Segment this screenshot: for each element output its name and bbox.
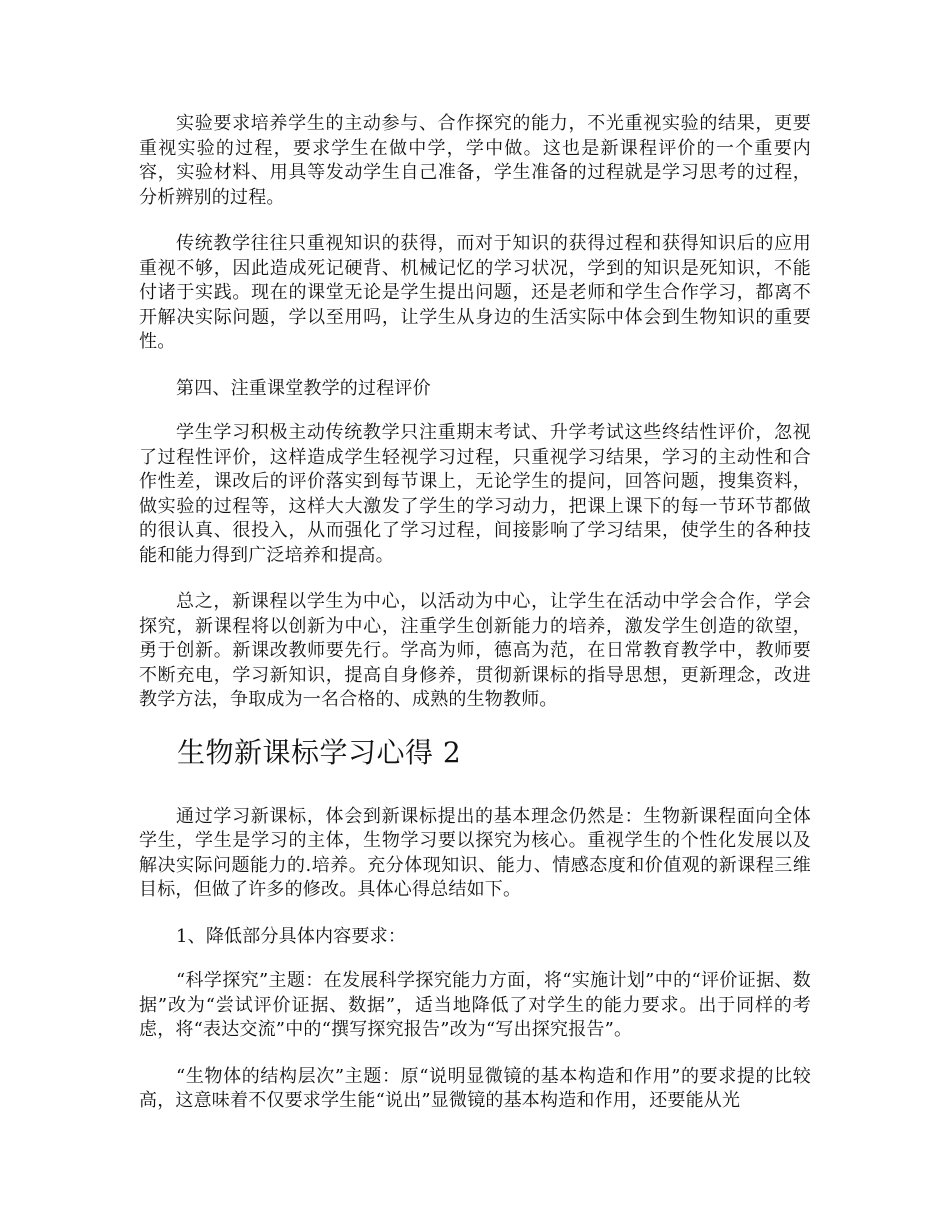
paragraph-traditional-teaching: 传统教学往往只重视知识的获得，而对于知识的获得过程和获得知识后的应用重视不够，因此造成死记硬背、机械记忆的学习状况，学到的知识是死知识，不能付诸于实践。现在的课堂无论是学生提出问题，还是老师和学生合作学习，都离不开解决实际问题，学以至用吗，让学生从身边的生活实际中体会到生物知识的重要性。 (139, 233, 811, 352)
paragraph-conclusion: 总之，新课程以学生为中心，以活动为中心，让学生在活动中学会合作，学会探究，新课程将以创新为中心，注重学生创新能力的培养，激发学生创造的欲望，勇于创新。新课改教师要先行。学高为师，德高为范，在日常教育教学中，教师要不断充电，学习新知识，提高自身修养，贯彻新课标的指导思想，更新理念，改进教学方法，争取成为一名合格的、成熟的生物教师。 (139, 591, 811, 710)
paragraph-experiment-requirements: 实验要求培养学生的主动参与、合作探究的能力，不光重视实验的结果，更要重视实验的过程，要求学生在做中学，学中做。这也是新课程评价的一个重要内容，实验材料、用具等发动学生自己准备，学生准备的过程就是学习思考的过程，分析辨别的过程。 (139, 113, 811, 208)
paragraph-new-standards-intro: 通过学习新课标，体会到新课标提出的基本理念仍然是：生物新课程面向全体学生，学生是学习的主体，生物学习要以探究为核心。重视学生的个性化发展以及解决实际问题能力的.培养。充分体现知识、能力、情感态度和价值观的新课程三维目标，但做了许多的修改。具体心得总结如下。 (139, 805, 811, 900)
paragraph-process-evaluation: 学生学习积极主动传统教学只注重期末考试、升学考试这些终结性评价，忽视了过程性评价，这样造成学生轻视学习过程，只重视学习结果，学习的主动性和合作性差，课改后的评价落实到每节课上，无论学生的提问，回答问题，搜集资料，做实验的过程等，这样大大激发了学生的学习动力，把课上课下的每一节环节都做的很认真、很投入，从而强化了学习过程，间接影响了学习结果，使学生的各种技能和能力得到广泛培养和提高。 (139, 422, 811, 566)
section-heading-process-evaluation: 第四、注重课堂教学的过程评价 (176, 377, 431, 399)
document-heading: 生物新课标学习心得 2 (177, 735, 462, 769)
document-body (139, 112, 811, 1136)
paragraph-structure-levels: “生物体的结构层次”主题：原“说明显微镜的基本构造和作用”的要求提的比较高，这意味着不仅要求学生能“说出”显微镜的基本构造和作用，还要能从光 (139, 1065, 811, 1111)
paragraph-scientific-inquiry: “科学探究”主题：在发展科学探究能力方面，将“实施计划”中的“评价证据、数据”改为“尝试评价证据、数据”，适当地降低了对学生的能力要求。出于同样的考虑，将“表达交流”中的“撰写探究报告”改为“写出探究报告”。 (139, 970, 811, 1040)
list-item-reduce-requirements: 1、降低部分具体内容要求： (176, 925, 407, 947)
